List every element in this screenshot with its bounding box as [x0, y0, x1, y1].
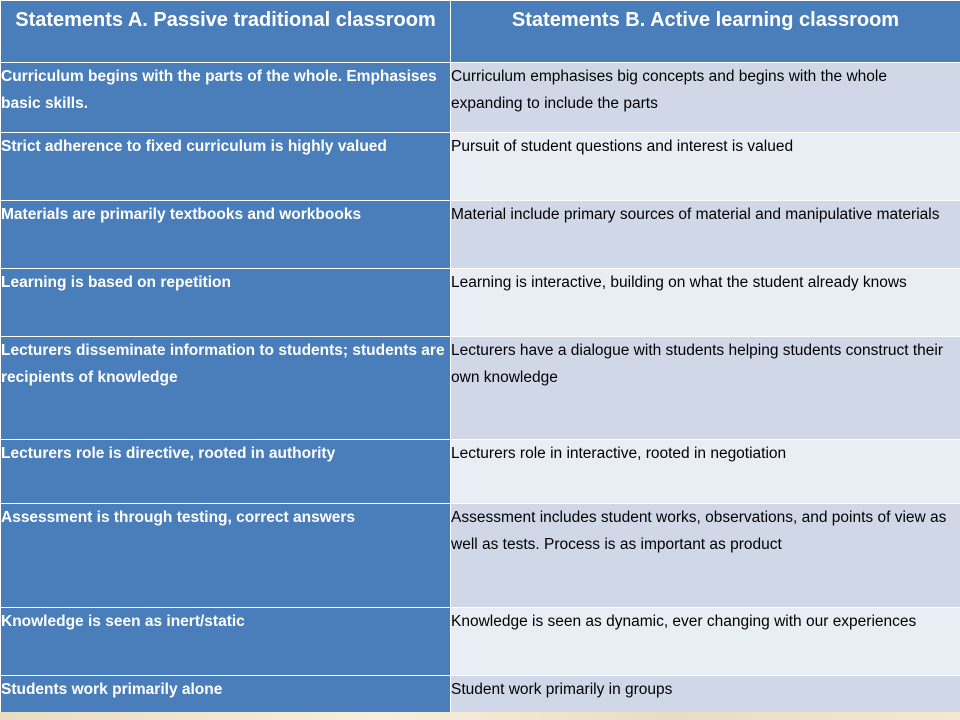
statement-b-cell: Knowledge is seen as dynamic, ever changing with our experiences [451, 608, 960, 676]
statement-b-cell: Lecturers have a dialogue with students helping students construct their own knowledge [451, 337, 960, 440]
statement-b-cell: Student work primarily in groups [451, 676, 960, 713]
table-row [1, 676, 960, 713]
statement-a-cell: Strict adherence to fixed curriculum is highly valued [1, 133, 451, 201]
statement-a-cell: Materials are primarily textbooks and workbooks [1, 201, 451, 269]
table-row [1, 504, 960, 608]
slide-background-strip [0, 712, 960, 720]
header-row [1, 1, 960, 63]
column-header-b: Statements B. Active learning classroom [451, 1, 960, 63]
table-row [1, 201, 960, 269]
statement-b-cell: Learning is interactive, building on what the student already knows [451, 269, 960, 337]
statement-a-cell: Lecturers role is directive, rooted in authority [1, 440, 451, 504]
column-header-a: Statements A. Passive traditional classroom [1, 1, 451, 63]
statement-b-cell: Curriculum emphasises big concepts and begins with the whole expanding to include the parts [451, 63, 960, 133]
table-row [1, 608, 960, 676]
statement-a-cell: Curriculum begins with the parts of the whole. Emphasises basic skills. [1, 63, 451, 133]
statement-a-cell: Students work primarily alone [1, 676, 451, 713]
table-row [1, 133, 960, 201]
table-row [1, 440, 960, 504]
statement-b-cell: Material include primary sources of material and manipulative materials [451, 201, 960, 269]
table-row [1, 269, 960, 337]
statement-b-cell: Pursuit of student questions and interest is valued [451, 133, 960, 201]
table-row [1, 63, 960, 133]
statement-a-cell: Learning is based on repetition [1, 269, 451, 337]
statement-a-cell: Assessment is through testing, correct answers [1, 504, 451, 608]
statement-b-cell: Assessment includes student works, observations, and points of view as well as tests. Process is as important as product [451, 504, 960, 608]
statement-a-cell: Lecturers disseminate information to students; students are recipients of knowledge [1, 337, 451, 440]
statement-a-cell: Knowledge is seen as inert/static [1, 608, 451, 676]
statement-b-cell: Lecturers role in interactive, rooted in negotiation [451, 440, 960, 504]
table-row [1, 337, 960, 440]
